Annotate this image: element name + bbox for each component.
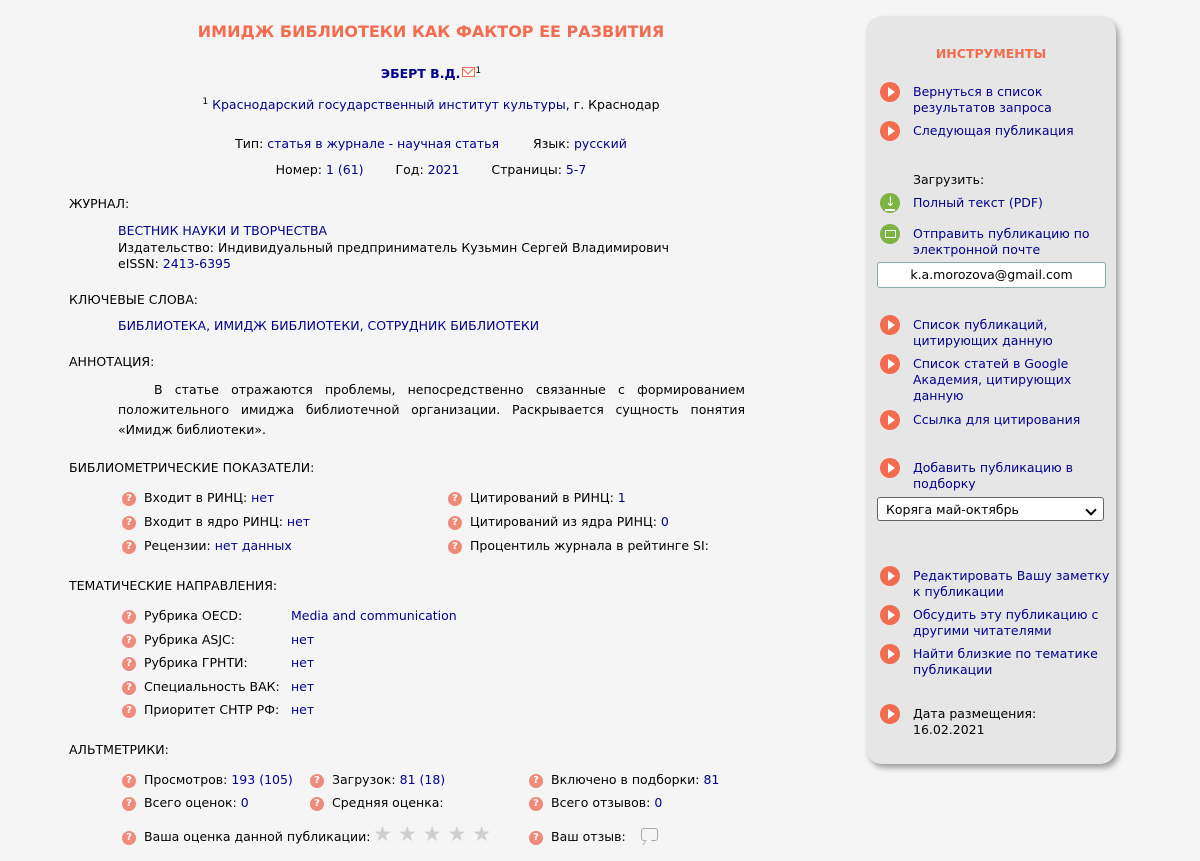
theme-oecd [122, 608, 242, 624]
type-value[interactable]: статья в журнале - научная статья [267, 136, 500, 151]
question-icon[interactable]: ? [529, 831, 543, 845]
question-icon[interactable]: ? [122, 681, 136, 695]
question-icon[interactable]: ? [122, 774, 136, 788]
journal-name[interactable] [118, 223, 327, 238]
discuss-label[interactable]: Обсудить эту публикацию с другими читателями [913, 607, 1099, 638]
play-icon [880, 704, 900, 724]
sntr-value: нет [291, 702, 315, 717]
rinc-label: Входит в РИНЦ: [144, 490, 248, 505]
type-label: Тип: [235, 136, 264, 151]
author-link[interactable]: ЭБЕРТ В.Д. [380, 66, 461, 82]
your-rating-label: Ваша оценка данной публикации: [144, 829, 371, 844]
rating-stars[interactable]: ★★★★★ [373, 822, 498, 846]
alt-your-rating [122, 829, 370, 845]
question-icon[interactable]: ? [122, 634, 136, 648]
eissn-label: eISSN: [118, 256, 159, 271]
citcore-value: 0 [660, 514, 669, 529]
alt-collections [529, 772, 719, 788]
keywords-heading: КЛЮЧЕВЫЕ СЛОВА: [69, 292, 199, 307]
issue-line [0, 162, 862, 177]
question-icon[interactable]: ? [310, 774, 324, 788]
alt-reviews [529, 795, 662, 811]
reviews-value: 0 [654, 795, 663, 810]
question-icon[interactable]: ? [122, 492, 136, 506]
add-collection-label[interactable]: Добавить публикацию в подборку [913, 460, 1073, 491]
question-icon[interactable]: ? [122, 797, 136, 811]
keyword-sep: , [206, 318, 215, 333]
affiliation-city: , г. Краснодар [565, 97, 660, 113]
google-label[interactable]: Список статей в Google Академия, цитирующих данную [913, 356, 1072, 403]
download-label: Загрузить: [913, 172, 985, 187]
chevron-down-icon [1085, 504, 1096, 515]
question-icon[interactable]: ? [122, 657, 136, 671]
play-icon [880, 410, 900, 430]
pages-value: 5-7 [565, 162, 587, 177]
collections-value[interactable]: 81 [703, 772, 720, 787]
theme-vak [122, 679, 280, 695]
si-label: Процентиль журнала в рейтинге SI: [470, 538, 709, 553]
alt-average [310, 795, 444, 811]
vak-value: нет [291, 679, 315, 694]
alt-ratings [122, 795, 249, 811]
question-icon[interactable]: ? [122, 610, 136, 624]
keyword-link[interactable]: ИМИДЖ БИБЛИОТЕКИ [214, 318, 360, 333]
question-icon[interactable]: ? [310, 797, 324, 811]
number-value[interactable]: 1 (61) [325, 162, 364, 177]
question-icon[interactable]: ? [529, 774, 543, 788]
play-icon [880, 644, 900, 664]
citing-label[interactable]: Список публикаций, цитирующих данную [913, 317, 1053, 348]
pages-label: Страницы: [491, 162, 562, 177]
type-line [0, 136, 862, 151]
alt-views [122, 772, 293, 788]
journal-publisher: Издательство: Индивидуальный предприниматель Кузьмин Сергей Владимирович [118, 240, 670, 255]
number-label: Номер: [275, 162, 322, 177]
collection-select[interactable] [877, 497, 1104, 521]
downloads-label: Загрузок: [332, 772, 396, 787]
date-value: 16.02.2021 [913, 722, 985, 737]
keyword-link[interactable]: БИБЛИОТЕКА [118, 318, 207, 333]
biblio-heading: БИБЛИОМЕТРИЧЕСКИЕ ПОКАЗАТЕЛИ: [69, 460, 315, 475]
question-icon[interactable]: ? [448, 540, 462, 554]
next-label[interactable]: Следующая публикация [913, 123, 1074, 138]
play-icon [880, 315, 900, 335]
back-label[interactable]: Вернуться в список результатов запроса [913, 84, 1052, 115]
theme-sntr [122, 702, 279, 718]
biblio-si [448, 538, 709, 554]
year-value[interactable]: 2021 [427, 162, 460, 177]
rev-value: нет данных [214, 538, 292, 553]
alt-downloads [310, 772, 445, 788]
lang-label: Язык: [533, 136, 570, 151]
sidebar-title: ИНСТРУМЕНТЫ [935, 46, 1047, 61]
reviews-label: Всего отзывов: [551, 795, 651, 810]
theme-asjc [122, 632, 235, 648]
affiliation-line [0, 97, 862, 112]
mail-icon [880, 224, 900, 244]
date-label: Дата размещения: [913, 706, 1037, 721]
collection-select-value: Коряга май-октябрь [886, 502, 1019, 517]
question-icon[interactable]: ? [122, 516, 136, 530]
edit-note-label[interactable]: Редактировать Вашу заметку к публикации [913, 568, 1110, 599]
views-label: Просмотров: [144, 772, 228, 787]
oecd-value[interactable]: Media and communication [291, 608, 457, 623]
year-label: Год: [395, 162, 424, 177]
biblio-rinc [122, 490, 274, 506]
sntr-label: Приоритет СНТР РФ: [144, 702, 280, 717]
play-icon [880, 566, 900, 586]
comment-icon[interactable] [641, 828, 658, 841]
author-line [0, 66, 862, 81]
biblio-core [122, 514, 310, 530]
keywords-list [118, 318, 539, 333]
avg-label: Средняя оценка: [332, 795, 444, 810]
abstract-heading: АННОТАЦИЯ: [69, 354, 155, 369]
affil-sup: 1 [202, 97, 209, 107]
play-icon [880, 82, 900, 102]
oecd-label: Рубрика OECD: [144, 608, 243, 623]
lang-value[interactable]: русский [573, 136, 627, 151]
date-text [913, 706, 1113, 738]
download-icon [880, 193, 900, 213]
question-icon[interactable]: ? [122, 540, 136, 554]
biblio-citations-core [448, 514, 669, 530]
vak-label: Специальность ВАК: [144, 679, 280, 694]
play-icon [880, 605, 900, 625]
cit-label: Цитирований в РИНЦ: [470, 490, 614, 505]
question-icon[interactable]: ? [529, 797, 543, 811]
question-icon[interactable]: ? [122, 704, 136, 718]
themes-heading: ТЕМАТИЧЕСКИЕ НАПРАВЛЕНИЯ: [69, 578, 278, 593]
cite-ref-label[interactable]: Ссылка для цитирования [913, 412, 1081, 427]
altmetrics-heading: АЛЬТМЕТРИКИ: [69, 742, 169, 757]
abstract-text: В статье отражаются проблемы, непосредственно связанные с формированием положительного имиджа библиотечной организации. Раскрывается сущность понятия «Имидж библиотеки». [118, 382, 745, 437]
asjc-label: Рубрика ASJC: [144, 632, 235, 647]
fulltext-label[interactable]: Полный текст (PDF) [913, 195, 1043, 210]
core-label: Входит в ядро РИНЦ: [144, 514, 283, 529]
keyword-sep: , [359, 318, 368, 333]
question-icon[interactable]: ? [448, 516, 462, 530]
ratings-label: Всего оценок: [144, 795, 237, 810]
email-field[interactable]: k.a.morozova@gmail.com [877, 262, 1106, 288]
rev-label: Рецензии: [144, 538, 211, 553]
eissn-link[interactable]: 2413-6395 [162, 256, 231, 271]
author-sup: 1 [475, 66, 482, 76]
your-review-label: Ваш отзыв: [551, 829, 626, 844]
ratings-value: 0 [240, 795, 249, 810]
send-email-label[interactable]: Отправить публикацию по электронной почте [913, 226, 1090, 257]
play-icon [880, 458, 900, 478]
affiliation-link[interactable]: Краснодарский государственный институт культуры [212, 97, 566, 113]
rinc-value: нет [251, 490, 275, 505]
similar-label[interactable]: Найти близкие по тематике публикации [913, 646, 1098, 677]
downloads-value: 81 (18) [399, 772, 446, 787]
grnti-label: Рубрика ГРНТИ: [144, 655, 248, 670]
grnti-value: нет [291, 655, 315, 670]
play-icon [880, 354, 900, 374]
article-title: ИМИДЖ БИБЛИОТЕКИ КАК ФАКТОР ЕЕ РАЗВИТИЯ [197, 22, 665, 41]
biblio-citations [448, 490, 626, 506]
journal-heading: ЖУРНАЛ: [69, 196, 130, 211]
question-icon[interactable]: ? [122, 831, 136, 845]
mail-icon[interactable] [462, 67, 475, 77]
tools-sidebar [866, 16, 1116, 764]
journal-name-link[interactable]: ВЕСТНИК НАУКИ И ТВОРЧЕСТВА [118, 223, 328, 238]
cit-value[interactable]: 1 [617, 490, 626, 505]
core-value: нет [286, 514, 311, 529]
keyword-link[interactable]: СОТРУДНИК БИБЛИОТЕКИ [367, 318, 540, 333]
biblio-reviews [122, 538, 292, 554]
question-icon[interactable]: ? [448, 492, 462, 506]
views-value: 193 (105) [231, 772, 293, 787]
journal-eissn [118, 256, 231, 271]
asjc-value: нет [291, 632, 315, 647]
play-icon [880, 121, 900, 141]
alt-your-review [529, 829, 626, 845]
collections-label: Включено в подборки: [551, 772, 700, 787]
theme-grnti [122, 655, 248, 671]
citcore-label: Цитирований из ядра РИНЦ: [470, 514, 657, 529]
